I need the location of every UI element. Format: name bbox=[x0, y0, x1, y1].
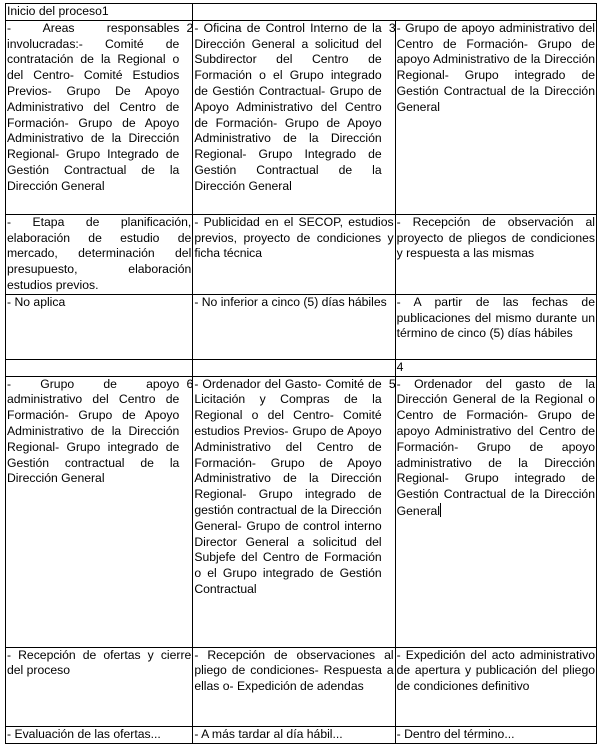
table-cell bbox=[193, 376, 395, 647]
table-cell: - A más tardar al día hábil... bbox=[193, 726, 395, 743]
cell-text: - Grupo de apoyo administrativo del Centro de Formación- Grupo de Apoyo Administrativo de la Dirección Regional- Grupo integrado de Gestión contractual de la Dirección General bbox=[7, 376, 180, 486]
table-row bbox=[6, 214, 597, 294]
table-cell: - Publicidad en el SECOP, estudios previos, proyecto de condiciones y ficha técnica bbox=[193, 214, 395, 294]
cell-text: - Areas responsables involucradas:- Comité de contratación de la Regional o del Centro- Comité Estudios Previos- Grupo De Apoyo Administrativo del Centro de Formación- Grupo de Apoyo Administrativo de la Dirección Regional- Grupo Integrado de Gestión Contractual de la Dirección General bbox=[7, 20, 180, 193]
cell-text: - Oficina de Control Interno de la Dirección General a solicitud del Subdirector del Centro de Formación o el Grupo integrado de Gestión Contractual- Grupo de Apoyo Administrativo del Centro de Formación- Grupo de Apoyo Administrativo de la Dirección Regional- Grupo Integrado de Gestión Contractual de la Dirección General bbox=[194, 20, 382, 193]
table-cell: - Etapa de planificación, elaboración de estudio de mercado, determinación del presupuesto, elaboración estudios previos. bbox=[6, 214, 193, 294]
table-cell bbox=[6, 359, 193, 376]
step-number: 6 bbox=[186, 376, 194, 391]
table-cell: - Recepción de observaciones al pliego de condiciones- Respuesta a ellas o- Expedición de adendas bbox=[193, 647, 395, 726]
table-cell bbox=[6, 20, 193, 214]
table-row-cutoff bbox=[6, 726, 597, 743]
step-number: 5 bbox=[388, 376, 396, 391]
table-cell bbox=[395, 20, 596, 214]
cell-text[interactable]: - Ordenador del gasto de la Dirección General de la Regional o Centro de Formación- Grupo de apoyo Administrativo del Centro de Formación- Grupo de apoyo administrativo de la Dirección Regional- Grupo integrado de Gestión Contractual de la Dirección General bbox=[396, 376, 595, 518]
table-row bbox=[6, 647, 597, 726]
document-page bbox=[5, 3, 597, 744]
step-number: 2 bbox=[186, 20, 194, 35]
table-cell: - Evaluación de las ofertas... bbox=[6, 726, 193, 743]
table-cell[interactable] bbox=[395, 376, 596, 647]
table-row bbox=[6, 294, 597, 359]
table-cell: - Dentro del término... bbox=[395, 726, 596, 743]
cell-text: - Grupo de apoyo administrativo del Centro de Formación- Grupo de apoyo Administrativo de la Dirección Regional- Grupo integrado de Gestión Contractual de la Dirección General bbox=[396, 20, 595, 114]
table-header-cell: Inicio del proceso1 bbox=[6, 4, 193, 21]
table-cell: - A partir de las fechas de publicaciones del mismo durante un término de cinco (5) días hábiles bbox=[395, 294, 596, 359]
table-row bbox=[6, 20, 597, 214]
table-cell: - Recepción de observación al proyecto de pliegos de condiciones y respuesta a las mismas bbox=[395, 214, 596, 294]
table-cell: - No aplica bbox=[6, 294, 193, 359]
table-cell bbox=[193, 20, 395, 214]
step-number: 3 bbox=[388, 20, 396, 35]
table-cell: 4 bbox=[395, 359, 596, 376]
table-cell: - Recepción de ofertas y cierre del proceso bbox=[6, 647, 193, 726]
table-cell bbox=[193, 359, 395, 376]
process-table bbox=[5, 3, 597, 744]
table-cell: - Expedición del acto administrativo de apertura y publicación del pliego de condiciones definitivo bbox=[395, 647, 596, 726]
table-cell bbox=[6, 376, 193, 647]
table-header-row bbox=[6, 4, 597, 21]
cell-text: - Ordenador del Gasto- Comité de Licitación y Compras de la Regional o del Centro- Comité estudios Previos- Grupo de Apoyo Administrativo del Centro de Formación- Grupo de Apoyo Administrativo de la Dirección Regional- Grupo integrado de gestión contractual de la Dirección General- Grupo de control interno Director General a solicitud del Subjefe del Centro de Formación o el Grupo integrado de Gestión Contractual bbox=[194, 376, 382, 596]
table-header-empty-cell bbox=[193, 4, 597, 21]
table-cell: - No inferior a cinco (5) días hábiles bbox=[193, 294, 395, 359]
table-row bbox=[6, 376, 597, 647]
table-row bbox=[6, 359, 597, 376]
text-cursor bbox=[440, 503, 441, 517]
